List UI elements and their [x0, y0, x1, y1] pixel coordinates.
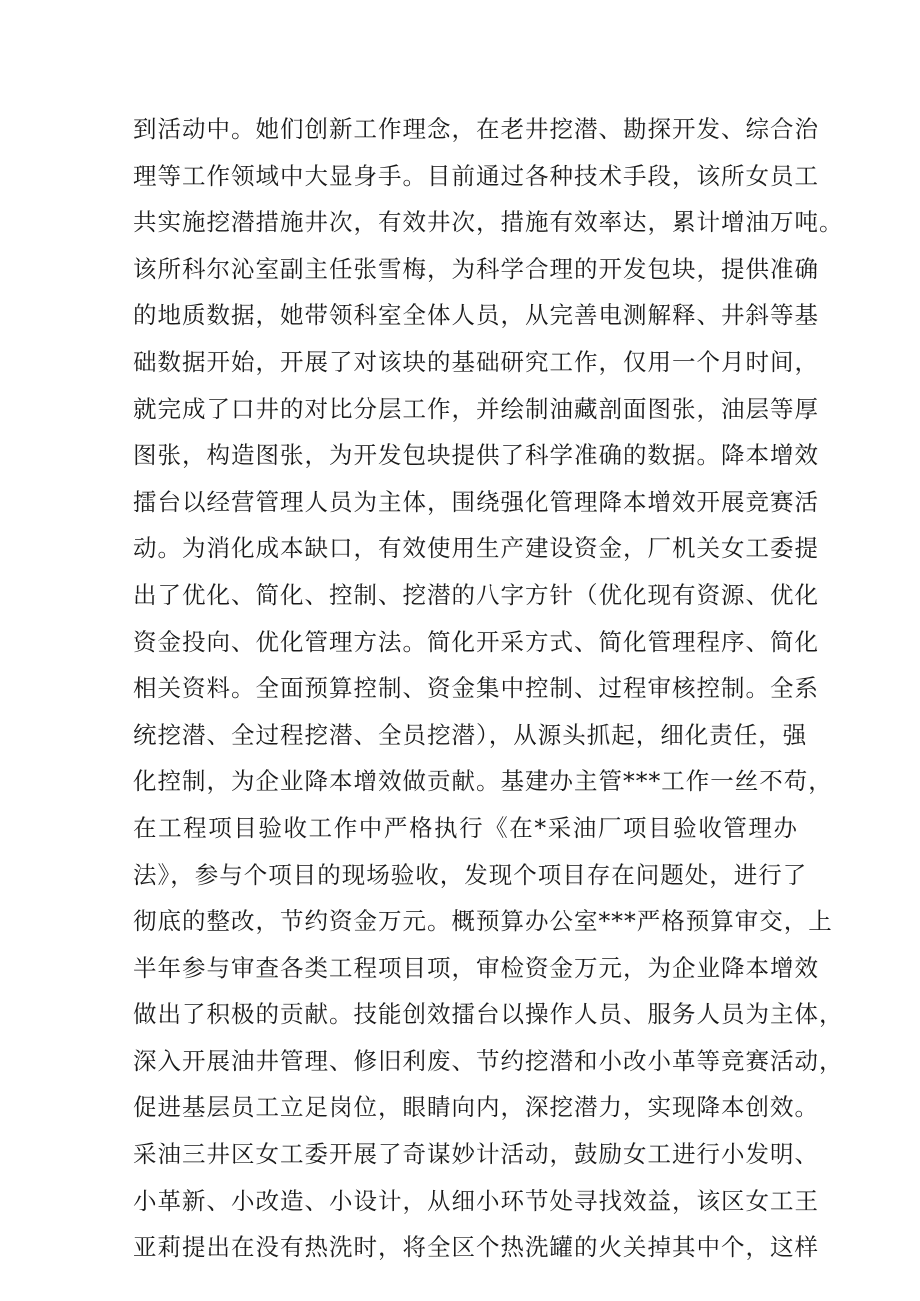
- text-line-21: 深入开展油井管理、修旧利废、节约挖潜和小改小革等竞赛活动，: [133, 1046, 844, 1075]
- text-line-15: 化控制，为企业降本增效做贡献。基建办主管***工作一丝不苟，: [133, 767, 833, 796]
- body-text: [133, 106, 844, 1271]
- text-line-18: 彻底的整改，节约资金万元。概预算办公室***严格预算审交，上: [133, 907, 833, 936]
- text-line-4: 该所科尔沁室副主任张雪梅，为科学合理的开发包块，提供准确: [133, 254, 819, 283]
- text-line-2: 理等工作领域中大显身手。目前通过各种技术手段，该所女员工: [133, 161, 819, 190]
- text-line-12: 资金投向、优化管理方法。简化开采方式、简化管理程序、简化: [133, 627, 819, 656]
- text-line-24: 小革新、小改造、小设计，从细小环节处寻找效益，该区女工王: [133, 1186, 819, 1215]
- text-line-6: 础数据开始，开展了对该块的基础研究工作，仅用一个月时间，: [133, 347, 819, 376]
- text-line-7: 就完成了口井的对比分层工作，并绘制油藏剖面图张，油层等厚: [133, 394, 819, 423]
- text-line-19: 半年参与审查各类工程项目项，审检资金万元，为企业降本增效: [133, 953, 819, 982]
- text-line-5: 的地质数据，她带领科室全体人员，从完善电测解释、井斜等基: [133, 301, 819, 330]
- text-line-23: 采油三井区女工委开展了奇谋妙计活动，鼓励女工进行小发明、: [133, 1140, 819, 1169]
- text-line-10: 动。为消化成本缺口，有效使用生产建设资金，厂机关女工委提: [133, 534, 819, 563]
- text-line-22: 促进基层员工立足岗位，眼睛向内，深挖潜力，实现降本创效。: [133, 1093, 819, 1122]
- text-line-11: 出了优化、简化、控制、挖潜的八字方针（优化现有资源、优化: [133, 580, 819, 609]
- text-line-17: 法》，参与个项目的现场验收，发现个项目存在问题处，进行了: [133, 860, 808, 889]
- text-line-3: 共实施挖潜措施井次，有效井次，措施有效率达，累计增油万吨。: [133, 208, 844, 237]
- text-line-25: 亚莉提出在没有热洗时，将全区个热洗罐的火关掉其中个，这样: [133, 1233, 819, 1262]
- text-line-20: 做出了积极的贡献。技能创效擂台以操作人员、服务人员为主体，: [133, 1000, 844, 1029]
- text-line-9: 擂台以经营管理人员为主体，围绕强化管理降本增效开展竞赛活: [133, 487, 819, 516]
- text-line-16: 在工程项目验收工作中严格执行《在*采油厂项目验收管理办: [133, 813, 798, 842]
- text-line-8: 图张，构造图张，为开发包块提供了科学准确的数据。降本增效: [133, 441, 819, 470]
- text-line-1: 到活动中。她们创新工作理念，在老井挖潜、勘探开发、综合治: [133, 115, 819, 143]
- text-line-13: 相关资料。全面预算控制、资金集中控制、过程审核控制。全系: [133, 674, 819, 703]
- text-line-14: 统挖潜、全过程挖潜、全员挖潜），从源头抓起，细化责任，强: [133, 720, 808, 749]
